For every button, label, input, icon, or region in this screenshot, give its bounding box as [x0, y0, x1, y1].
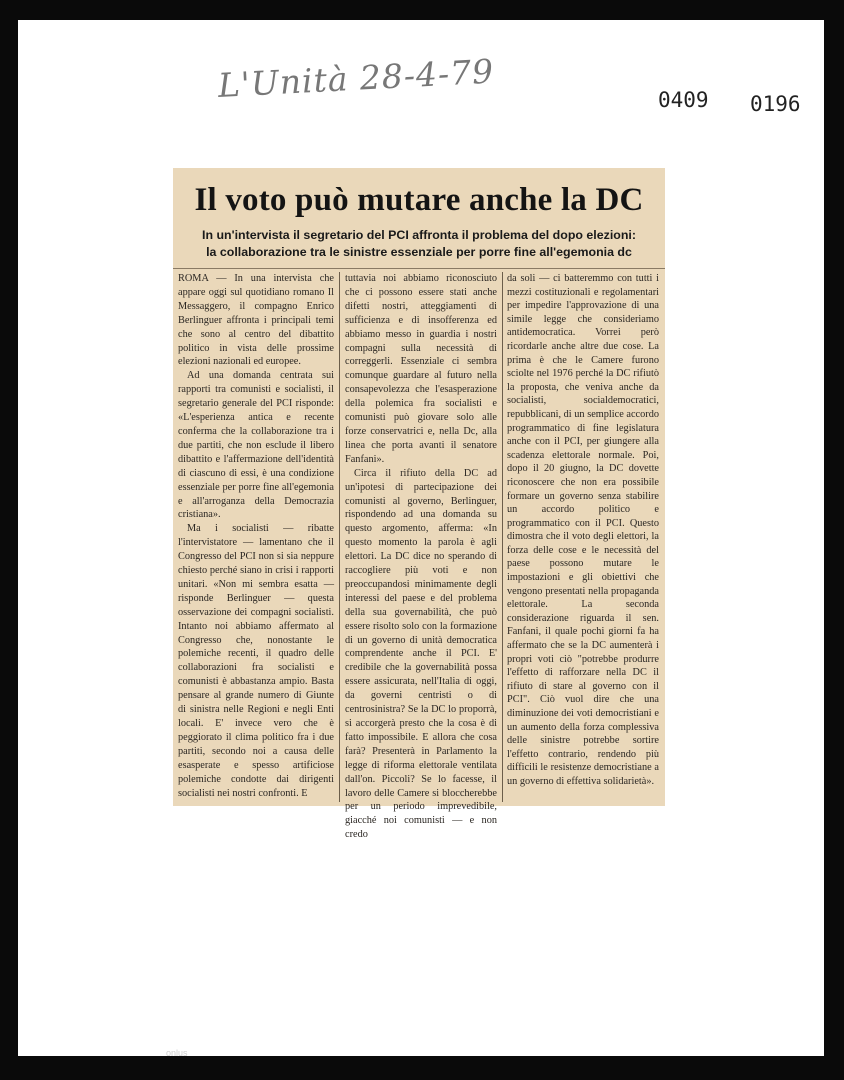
- handwritten-source-note: L'Unità 28-4-79: [216, 51, 495, 105]
- paragraph: da soli — ci batteremmo con tutti i mezzi costituzionali e regolamentari per impedire l'approvazione di una simile legge che consideriamo antidemocratica. Vorrei però ricordarle anche altre due cose. La prima è che le Camere furono sciolte nel 1976 perché la DC rifiutò la proposta, che veniva anche da socialisti, socialdemocratici, repubblicani, di un semplice accordo programmatico di fine legislatura anche con il PCI, per giungere alla scadenza elettorale normale. Poi, dopo il 20 giugno, la DC dovette riconoscere che non era possibile formare un governo senza stabilire un accordo politico e programmatico con il PCI. Questo dimostra che il voto degli elettori, la forza delle cose e le necessità del paese possono mutare le impostazioni e gli obiettivi che vengono presentati nella propaganda elettorale. La seconda considerazione riguarda il sen. Fanfani, il quale pochi giorni fa ha affermato che se la DC aumenterà i propri voti ciò "potrebbe produrre l'effetto di rafforzare nella DC il rifiuto di stare al governo con il PCI". Ciò vuol dire che una diminuzione dei voti democristiani e un aumento della forza complessiva delle sinistre potrebbe sortire l'effetto contrario, rendendo più difficili le resistenze democristiane a un governo di effettiva solidarietà».: [507, 273, 659, 787]
- newspaper-clipping: [173, 168, 665, 841]
- article-column-2: [345, 272, 497, 841]
- archive-code-2: 0196: [750, 92, 801, 116]
- paragraph: tuttavia noi abbiamo riconosciuto che ci possono essere stati anche difetti nostri, atteggiamenti di sufficienza e di insofferenza ed abbiamo messo in guardia i nostri compagni sulla necessità di correggerli. Essenziale ci sembra comunque guardare al futuro nella consapevolezza che l'esasperazione della polemica fra socialisti e comunisti può giovare solo alle forze conservatrici e, nella Dc, alla linea che porta avanti il senatore Fanfani».: [345, 273, 497, 465]
- paragraph: ROMA — In una intervista che appare oggi sul quotidiano romano Il Messaggero, il compagno Enrico Berlinguer affronta i principali temi che sono al centro del dibattito politico in vista delle prossime elezioni nazionali ed europee.: [178, 273, 334, 368]
- article-subhead-line-1: In un'intervista il segretario del PCI affronta il problema del dopo elezioni:: [202, 228, 636, 242]
- header-divider: [173, 268, 665, 269]
- paragraph: Ma i socialisti — ribatte l'intervistatore — lamentano che il Congresso del PCI non si sia neppure chiesto perché siano in crisi i rapporti unitari. «Non mi sembra esatta — risponde Berlinguer — questa osservazione dei compagni socialisti. Intanto noi abbiamo affermato al Congresso che, nonostante le polemiche recenti, il quadro delle collaborazioni fra socialisti e comunisti è abbastanza ampio. Basta pensare al grande numero di Giunte di sinistra nelle Regioni e negli Enti locali. E' invece vero che è peggiorato il clima politico fra i due partiti, secondo noi a causa delle esasperate e spesso artificiose polemiche condotte dai dirigenti socialisti nei nostri confronti. E: [178, 523, 334, 799]
- watermark-text: onlus: [166, 1048, 188, 1058]
- article-headline: Il voto può mutare anche la DC: [194, 182, 644, 218]
- column-divider: [502, 272, 503, 802]
- paragraph: Circa il rifiuto della DC ad un'ipotesi di partecipazione dei comunisti al governo, Berlinguer, rispondendo ad una domanda su questo argomento, afferma: «In questo momento la parola è agli elettori. La DC dice no sperando di raccogliere più voti e non preoccupandosi minimamente degli interessi del paese e del problema della sua governabilità, che può essere risolto solo con la formazione di un governo di unità democratica comprendente anche il PCI. E' credibile che la governabilità possa essere assicurata, nell'Italia di oggi, da governi centristi o di centrosinistra? Se la DC lo proporrà, si accorgerà presto che la cosa è di fatto impossibile. E allora che cosa farà? Presenterà in Parlamento la legge di riforma elettorale ventilata dall'on. Piccoli? Se lo facesse, il lavoro delle Camere si bloccherebbe per un periodo imprevedibile, giacché noi comunisti — e non credo: [345, 467, 497, 841]
- archive-code-1: 0409: [658, 88, 709, 112]
- paragraph: Ad una domanda centrata sui rapporti tra comunisti e socialisti, il segretario generale del PCI risponde: «L'esperienza antica e recente conferma che la collaborazione tra i due partiti, che non esclude il libero dibattito e l'affermazione dell'identità di ciascuno di essi, è una condizione essenziale per porre fine all'egemonia e all'arroganza della Democrazia cristiana».: [178, 370, 334, 521]
- column-divider: [339, 272, 340, 802]
- article-column-1: [178, 272, 334, 802]
- article-subhead-line-2: la collaborazione tra le sinistre essenziale per porre fine all'egemonia dc: [206, 245, 632, 259]
- article-column-3: [507, 272, 659, 792]
- archive-sheet: [18, 20, 824, 1056]
